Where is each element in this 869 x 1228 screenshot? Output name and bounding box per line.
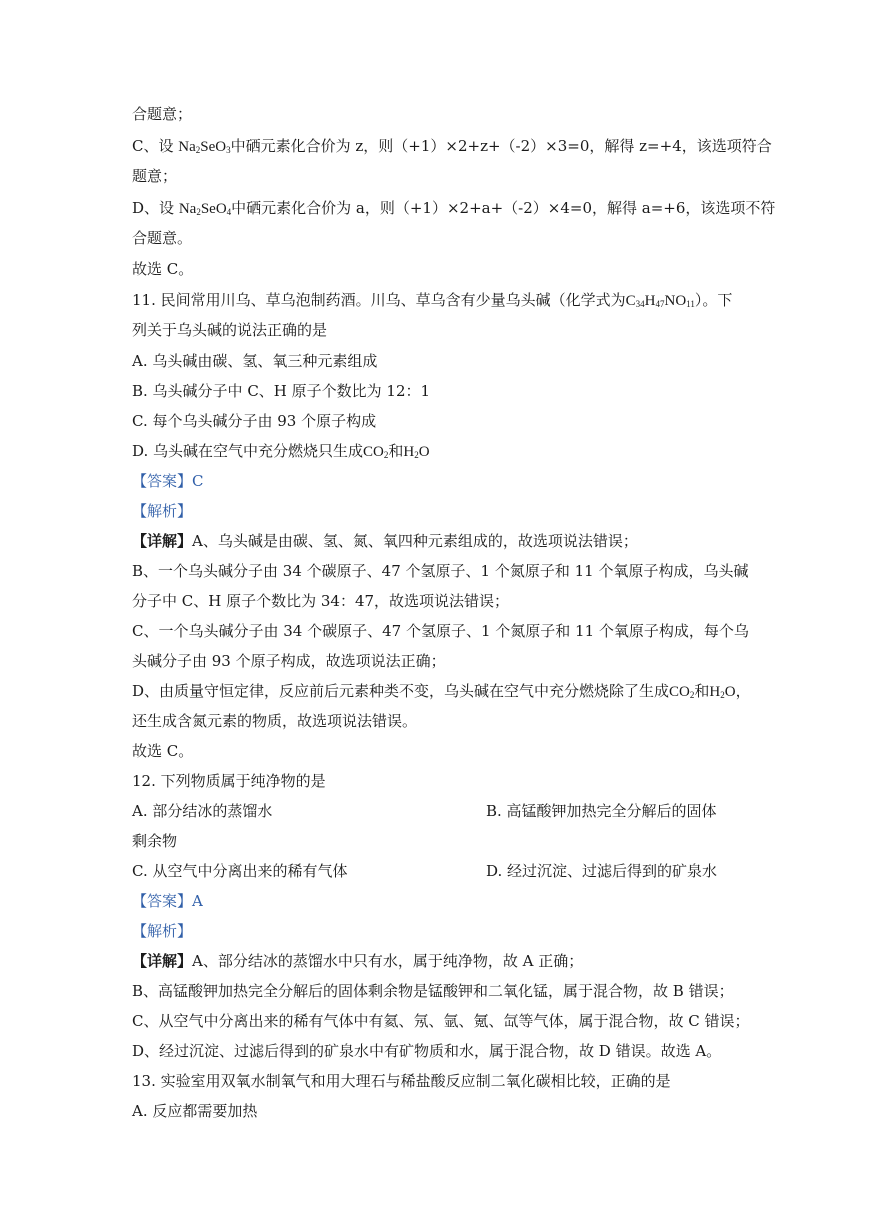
question-12-option-d: D. 经过沉淀、过滤后得到的矿泉水 [486,862,718,880]
question-11-option-c: C. 每个乌头碱分子由 93 个原子构成 [132,412,377,430]
question-11-stem: 11. 民间常用川乌、草乌泡制药酒。川乌、草乌含有少量乌头碱（化学式为$C_{34}H_{47}NO_{11}$）。下 [132,291,733,309]
detail-11-d-cont: 还生成含氮元素的物质，故选项说法错误。 [132,712,418,730]
question-11-option-b: B. 乌头碱分子中 C、H 原子个数比为 12：1 [132,382,431,400]
question-11-option-d: D. 乌头碱在空气中充分燃烧只生成$CO_2$和$H_2O$ [132,442,430,460]
question-13-stem: 13. 实验室用双氧水制氧气和用大理石与稀盐酸反应制二氧化碳相比较，正确的是 [132,1072,671,1090]
detail-11-d: D、由质量守恒定律，反应前后元素种类不变，乌头碱在空气中充分燃烧除了生成$CO_2$和$H_2O$， [132,682,751,700]
question-13-option-a: A. 反应都需要加热 [132,1102,258,1120]
selection-line: 故选 C。 [132,260,194,278]
answer-11: 【答案】C [132,472,204,490]
detail-11-c: C、一个乌头碱分子由 34 个碳原子、47 个氢原子、1 个氮原子和 11 个氧原子构成，每个乌 [132,622,749,640]
question-12-option-c: C. 从空气中分离出来的稀有气体 [132,862,348,880]
detail-11-b-cont: 分子中 C、H 原子个数比为 34：47，故选项说法错误； [132,592,510,610]
formula-na2seo4: $Na_2SeO_4$ [178,201,232,217]
text-line: 合题意。 [132,229,193,247]
text-line: 合题意； [132,105,193,123]
detail-11-c-cont: 头碱分子由 93 个原子构成，故选项说法正确； [132,652,446,670]
answer-12: 【答案】A [132,892,203,910]
formula-h2o: $H_2O$ [709,684,736,700]
analysis-11-label: 【解析】 [132,502,193,520]
question-12-option-a: A. 部分结冰的蒸馏水 [132,802,273,820]
detail-12-d: D、经过沉淀、过滤后得到的矿泉水中有矿物质和水，属于混合物，故 D 错误。故选 A。 [132,1042,722,1060]
detail-12-a: 【详解】A、部分结冰的蒸馏水中只有水，属于纯净物，故 A 正确； [132,952,584,970]
option-c-analysis: C、设 $Na_2SeO_3$中硒元素化合价为 z，则（+1）×2+z+（-2）×3=0，解得 z=+4，该选项符合 [132,137,772,155]
detail-12-b: B、高锰酸钾加热完全分解后的固体剩余物是锰酸钾和二氧化锰，属于混合物，故 B 错误； [132,982,734,1000]
option-d-analysis: D、设 $Na_2SeO_4$中硒元素化合价为 a，则（+1）×2+a+（-2）×4=0，解得 a=+6，该选项不符 [132,199,776,217]
text-line: 题意； [132,167,178,185]
question-12-stem: 12. 下列物质属于纯净物的是 [132,772,326,790]
question-12-option-b-cont: 剩余物 [132,832,178,850]
selection-line: 故选 C。 [132,742,194,760]
formula-h2o: $H_2O$ [403,444,430,460]
detail-11-b: B、一个乌头碱分子由 34 个碳原子、47 个氢原子、1 个氮原子和 11 个氧原子构成，乌头碱 [132,562,749,580]
formula-na2seo3: $Na_2SeO_3$ [178,139,231,155]
question-11-stem-cont: 列关于乌头碱的说法正确的是 [132,321,328,339]
question-11-option-a: A. 乌头碱由碳、氢、氧三种元素组成 [132,352,378,370]
formula-co2: $CO_2$ [363,444,389,460]
formula-aconitine: $C_{34}H_{47}NO_{11}$ [625,293,695,309]
formula-co2: $CO_2$ [669,684,695,700]
analysis-12-label: 【解析】 [132,922,193,940]
question-12-option-b: B. 高锰酸钾加热完全分解后的固体 [486,802,717,820]
detail-12-c: C、从空气中分离出来的稀有气体中有氦、氖、氩、氪、氙等气体，属于混合物，故 C 错误； [132,1012,750,1030]
detail-11-a: 【详解】A、乌头碱是由碳、氢、氮、氧四种元素组成的，故选项说法错误； [132,532,638,550]
